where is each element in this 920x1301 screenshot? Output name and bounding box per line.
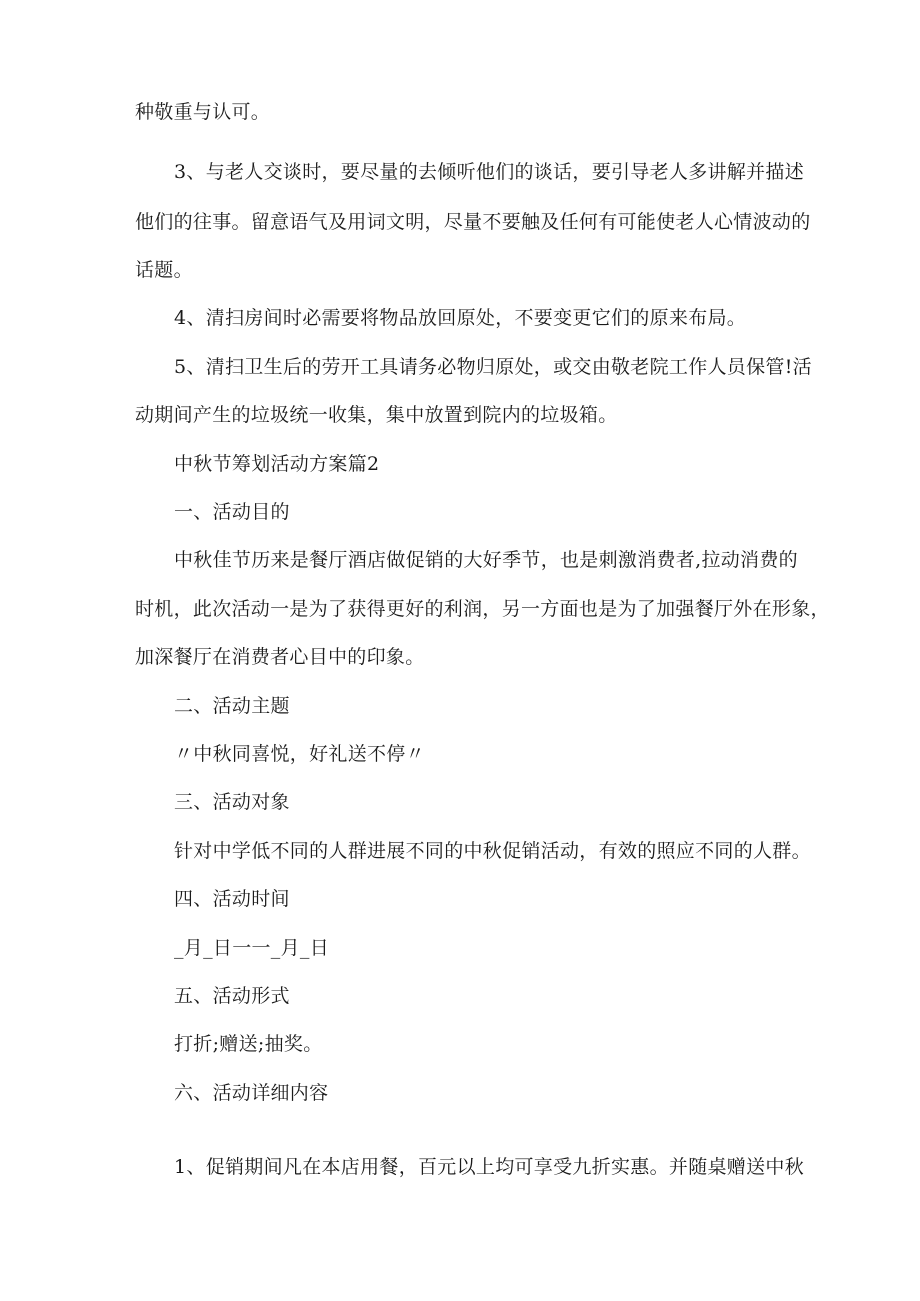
section-title: 中秋节筹划活动方案篇2	[174, 453, 380, 475]
section-heading: 六、活动详细内容	[174, 1082, 329, 1104]
paragraph-line: 话题。	[135, 259, 193, 281]
section-heading: 四、活动时间	[174, 888, 290, 910]
paragraph-line: 1、促销期间凡在本店用餐，百元以上均可享受九折实惠。并随桌赠送中秋	[174, 1156, 804, 1178]
section-heading: 一、活动目的	[174, 501, 290, 523]
paragraph-line: 3、与老人交谈时，要尽量的去倾听他们的谈话，要引导老人多讲解并描述	[174, 161, 804, 183]
paragraph-line: 种敬重与认可。	[135, 101, 271, 123]
paragraph-line: 时机，此次活动一是为了获得更好的利润，另一方面也是为了加强餐厅外在形象，	[135, 598, 830, 620]
paragraph-line: 4、清扫房间时必需要将物品放回原处，不要变更它们的原来布局。	[174, 307, 747, 329]
section-heading: 三、活动对象	[174, 791, 290, 813]
paragraph-line: _月_日一一_月_日	[174, 937, 330, 959]
paragraph-line: 针对中学低不同的人群进展不同的中秋促销活动，有效的照应不同的人群。	[174, 840, 811, 862]
paragraph-line: 打折;赠送;抽奖。	[174, 1033, 323, 1055]
paragraph-line: 5、清扫卫生后的劳开工具请务必物归原处，或交由敬老院工作人员保管!活	[174, 356, 812, 378]
paragraph-line: 加深餐厅在消费者心目中的印象。	[135, 646, 425, 668]
section-heading: 五、活动形式	[174, 985, 290, 1007]
paragraph-line: 〃中秋同喜悦，好礼送不停〃	[174, 743, 425, 765]
paragraph-line: 动期间产生的垃圾统一收集，集中放置到院内的垃圾箱。	[135, 404, 618, 426]
section-heading: 二、活动主题	[174, 695, 290, 717]
paragraph-line: 中秋佳节历来是餐厅酒店做促销的大好季节，也是刺激消费者,拉动消费的	[174, 549, 798, 571]
paragraph-line: 他们的往事。留意语气及用词文明，尽量不要触及任何有可能使老人心情波动的	[135, 211, 811, 233]
